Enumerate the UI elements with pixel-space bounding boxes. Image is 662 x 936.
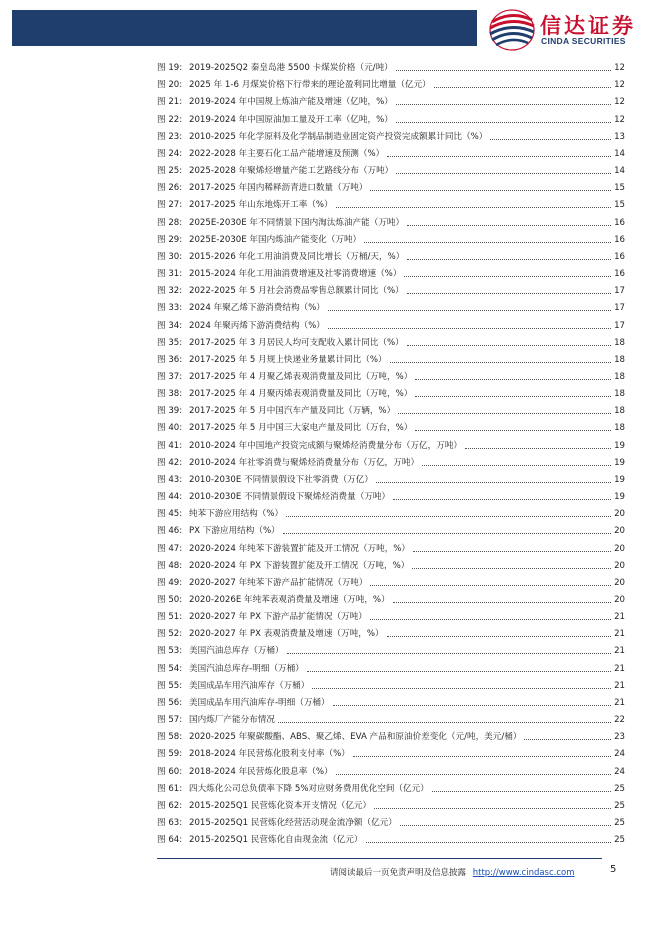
toc-entry[interactable] (157, 760, 625, 777)
toc-entry-page: 23 (614, 732, 625, 743)
toc-entry-page: 16 (614, 234, 625, 245)
toc-dot-leader (370, 190, 611, 191)
toc-entry[interactable] (157, 143, 625, 160)
toc-entry-page: 24 (614, 766, 625, 777)
toc-entry-title: 2022-2028 年主要石化工品产能增速及预测（%） (189, 148, 385, 159)
toc-entry-number: 图 42: (157, 457, 183, 468)
toc-dot-leader (465, 448, 611, 449)
header-bar (12, 10, 477, 46)
toc-entry-page: 25 (614, 783, 625, 794)
toc-dot-leader (415, 430, 611, 431)
toc-dot-leader (422, 465, 611, 466)
toc-entry-page: 17 (614, 320, 625, 331)
toc-entry-title: 四大炼化公司总负债率下降 5%对应财务费用优化空间（亿元） (189, 783, 429, 794)
toc-entry-number: 图 28: (157, 217, 183, 228)
toc-entry-number: 图 56: (157, 697, 183, 708)
toc-entry[interactable] (157, 194, 625, 211)
toc-entry-page: 18 (614, 423, 625, 434)
toc-entry-page: 20 (614, 509, 625, 520)
toc-dot-leader (524, 739, 611, 740)
toc-entry[interactable] (157, 417, 625, 434)
toc-entry[interactable] (157, 709, 625, 726)
toc-entry[interactable] (157, 126, 625, 143)
toc-dot-leader (336, 774, 611, 775)
toc-entry-number: 图 53: (157, 646, 183, 657)
toc-entry[interactable] (157, 400, 625, 417)
toc-dot-leader (366, 842, 611, 843)
toc-dot-leader (374, 808, 611, 809)
toc-entry-number: 图 23: (157, 131, 183, 142)
toc-entry-page: 12 (614, 63, 625, 74)
toc-entry-title: 2018-2024 年民营炼化股息率（%） (189, 766, 333, 777)
toc-entry-page: 12 (614, 114, 625, 125)
toc-entry-page: 13 (614, 131, 625, 142)
footer-website-link[interactable]: http://www.cindasc.com (472, 868, 575, 878)
toc-entry[interactable] (157, 606, 625, 623)
toc-dot-leader (393, 499, 611, 500)
toc-entry-page: 18 (614, 354, 625, 365)
toc-entry-page: 14 (614, 148, 625, 159)
toc-dot-leader (404, 276, 611, 277)
toc-entry[interactable] (157, 812, 625, 829)
toc-entry-number: 图 33: (157, 303, 183, 314)
toc-dot-leader (328, 310, 611, 311)
toc-entry[interactable] (157, 366, 625, 383)
toc-entry-title: 2010-2024 年中国地产投资完成额与聚烯烃消费量分布（万亿，万吨） (189, 440, 463, 451)
toc-entry-title: 2010-2025 年化学原料及化学制品制造业固定资产投资完成额累计同比（%） (189, 131, 488, 142)
toc-entry-title: 2024 年聚乙烯下游消费结构（%） (189, 303, 325, 314)
toc-dot-leader (407, 293, 611, 294)
toc-dot-leader (376, 482, 611, 483)
toc-dot-leader (283, 533, 611, 534)
toc-dot-leader (312, 688, 611, 689)
toc-dot-leader (333, 705, 611, 706)
toc-entry-number: 图 41: (157, 440, 183, 451)
toc-entry[interactable] (157, 211, 625, 228)
toc-entry[interactable] (157, 555, 625, 572)
footer-page-number: 5 (610, 864, 617, 875)
toc-entry-page: 20 (614, 577, 625, 588)
toc-entry-number: 图 55: (157, 680, 183, 691)
toc-entry-number: 图 24: (157, 148, 183, 159)
toc-entry-title: 2025 年 1-6 月煤炭价格下行带来的理论盈利同比增量（亿元） (189, 80, 431, 91)
toc-entry-number: 图 39: (157, 406, 183, 417)
toc-entry-title: 2017-2025 年 5 月规上快递业务量累计同比（%） (189, 354, 387, 365)
toc-entry-title: 2018-2024 年民营炼化股利支付率（%） (189, 749, 350, 760)
toc-entry-number: 图 26: (157, 183, 183, 194)
brand-logo (486, 8, 651, 52)
toc-entry-title: 2025E-2030E 年国内炼油产能变化（万吨） (189, 234, 362, 245)
toc-entry-page: 20 (614, 526, 625, 537)
footer-disclaimer: 请阅读最后一页免责声明及信息披露 (330, 868, 467, 878)
toc-entry-page: 25 (614, 835, 625, 846)
toc-entry-number: 图 35: (157, 337, 183, 348)
toc-entry-number: 图 44: (157, 492, 183, 503)
toc-entry-page: 19 (614, 457, 625, 468)
toc-entry-page: 15 (614, 183, 625, 194)
toc-entry[interactable] (157, 297, 625, 314)
toc-entry-title: 2025E-2030E 年不同情景下国内淘汰炼油产能（万吨） (189, 217, 405, 228)
toc-entry-number: 图 30: (157, 251, 183, 262)
toc-dot-leader (415, 396, 611, 397)
toc-entry[interactable] (157, 469, 625, 486)
toc-entry-number: 图 34: (157, 320, 183, 331)
toc-entry-number: 图 43: (157, 474, 183, 485)
toc-entry[interactable] (157, 743, 625, 760)
toc-entry-number: 图 64: (157, 835, 183, 846)
toc-entry[interactable] (157, 503, 625, 520)
toc-entry-page: 15 (614, 200, 625, 211)
toc-entry[interactable] (157, 589, 625, 606)
toc-entry-title: 美国汽油总库存-明细（万桶） (189, 663, 304, 674)
toc-dot-leader (328, 328, 611, 329)
brand-name-en: CINDA SECURITIES (541, 36, 626, 46)
toc-entry-number: 图 51: (157, 612, 183, 623)
toc-entry-title: 2017-2025 年山东地炼开工率（%） (189, 200, 333, 211)
toc-entry-number: 图 22: (157, 114, 183, 125)
toc-entry-title: 2020-2026E 年纯苯表观消费量及增速（万吨，%） (189, 595, 390, 605)
toc-entry[interactable] (157, 520, 625, 537)
toc-entry-title: 2017-2025 年 5 月中国汽车产量及同比（万辆，%） (189, 406, 396, 417)
toc-entry-page: 21 (614, 663, 625, 674)
toc-entry[interactable] (157, 434, 625, 451)
toc-entry-number: 图 57: (157, 715, 183, 726)
toc-entry-page: 18 (614, 337, 625, 348)
toc-dot-leader (370, 619, 611, 620)
toc-entry-number: 图 37: (157, 371, 183, 382)
toc-dot-leader (396, 104, 611, 105)
toc-entry-title: 2010-2030E 不同情景假设下社零消费（万亿） (189, 474, 373, 485)
toc-entry-page: 22 (614, 715, 625, 726)
toc-entry[interactable] (157, 280, 625, 297)
toc-entry-title: 2010-2030E 不同情景假设下聚烯烃消费量（万吨） (189, 492, 391, 503)
toc-entry-page: 20 (614, 560, 625, 571)
toc-entry[interactable] (157, 74, 625, 91)
toc-entry-number: 图 48: (157, 560, 183, 571)
toc-entry[interactable] (157, 795, 625, 812)
toc-entry[interactable] (157, 692, 625, 709)
toc-entry-title: 2020-2025 年聚碳酸酯、ABS、聚乙烯、EVA 产品和原油价差变化（元/吨，美元/桶） (189, 732, 522, 743)
toc-entry-title: PX 下游应用结构（%） (189, 526, 280, 537)
toc-entry-title: 2010-2024 年社零消费与聚烯烃消费量分布（万亿，万吨） (189, 457, 420, 468)
toc-entry-title: 美国成品车用汽油库存（万桶） (189, 680, 310, 691)
toc-entry[interactable] (157, 246, 625, 263)
toc-dot-leader (400, 825, 611, 826)
toc-entry[interactable] (157, 572, 625, 589)
toc-dot-leader (396, 122, 611, 123)
toc-entry[interactable] (157, 229, 625, 246)
toc-entry-page: 17 (614, 286, 625, 297)
toc-dot-leader (393, 602, 611, 603)
footer-divider (157, 858, 602, 859)
toc-entry-title: 国内炼厂产能分布情况 (189, 715, 275, 726)
toc-entry[interactable] (157, 314, 625, 331)
toc-dot-leader (407, 225, 611, 226)
toc-dot-leader (490, 139, 611, 140)
toc-entry-number: 图 61: (157, 783, 183, 794)
toc-entry[interactable] (157, 452, 625, 469)
toc-entry[interactable] (157, 623, 625, 640)
toc-entry-page: 20 (614, 543, 625, 554)
toc-entry-number: 图 46: (157, 526, 183, 537)
toc-entry-page: 24 (614, 749, 625, 760)
brand-name-cn: 信达证券 (540, 14, 636, 38)
toc-entry-title: 2015-2024 年化工用油消费增速及社零消费增速（%） (189, 269, 402, 280)
toc-entry-title: 2015-2025Q1 民营炼化自由现金流（亿元） (189, 835, 363, 846)
toc-entry[interactable] (157, 177, 625, 194)
toc-dot-leader (434, 87, 611, 88)
toc-entry[interactable] (157, 108, 625, 125)
toc-entry-number: 图 40: (157, 423, 183, 434)
toc-dot-leader (387, 636, 611, 637)
toc-entry-page: 19 (614, 474, 625, 485)
toc-dot-leader (287, 653, 611, 654)
toc-dot-leader (412, 568, 611, 569)
toc-entry-number: 图 25: (157, 166, 183, 177)
toc-entry-title: 2019-2024 年中国规上炼油产能及增速（亿吨，%） (189, 97, 393, 108)
toc-entry-title: 2019-2024 年中国原油加工量及开工率（亿吨，%） (189, 114, 393, 125)
toc-entry[interactable] (157, 657, 625, 674)
toc-dot-leader (396, 173, 611, 174)
toc-entry-title: 2024 年聚丙烯下游消费结构（%） (189, 320, 325, 331)
toc-dot-leader (286, 516, 611, 517)
toc-dot-leader (387, 156, 611, 157)
toc-entry-page: 17 (614, 303, 625, 314)
toc-entry-number: 图 38: (157, 389, 183, 400)
toc-entry-title: 2015-2025Q1 民营炼化经营活动现金流净额（亿元） (189, 818, 397, 829)
toc-entry-title: 2020-2024 年 PX 下游装置扩能及开工情况（万吨，%） (189, 560, 410, 571)
toc-entry-title: 2017-2025 年 4 月聚乙烯表观消费量及同比（万吨，%） (189, 371, 413, 382)
toc-entry-number: 图 27: (157, 200, 183, 211)
toc-entry[interactable] (157, 829, 625, 846)
toc-entry-page: 21 (614, 680, 625, 691)
toc-entry-number: 图 60: (157, 766, 183, 777)
toc-entry[interactable] (157, 486, 625, 503)
toc-entry-title: 2020-2027 年 PX 表观消费量及增速（万吨，%） (189, 629, 384, 640)
toc-entry-number: 图 29: (157, 234, 183, 245)
toc-entry-title: 2019-2025Q2 秦皇岛港 5500 卡煤炭价格（元/吨） (189, 63, 393, 74)
toc-dot-leader (415, 379, 611, 380)
toc-entry[interactable] (157, 349, 625, 366)
toc-entry-number: 图 20: (157, 80, 183, 91)
toc-entry[interactable] (157, 91, 625, 108)
toc-dot-leader (407, 259, 611, 260)
toc-entry-page: 14 (614, 166, 625, 177)
toc-entry-number: 图 47: (157, 543, 183, 554)
footer (330, 866, 575, 878)
toc-entry-title: 2017-2025 年国内稀释沥青进口数量（万吨） (189, 183, 368, 194)
toc-entry-page: 18 (614, 371, 625, 382)
toc-dot-leader (413, 551, 611, 552)
toc-entry-number: 图 21: (157, 97, 183, 108)
toc-entry-page: 21 (614, 697, 625, 708)
toc-dot-leader (278, 722, 611, 723)
toc-entry-page: 19 (614, 492, 625, 503)
toc-entry-title: 2020-2027 年纯苯下游产品扩能情况（万吨） (189, 577, 368, 588)
toc-entry-title: 纯苯下游应用结构（%） (189, 509, 284, 520)
toc-entry-number: 图 49: (157, 577, 183, 588)
toc-dot-leader (336, 207, 611, 208)
toc-entry-number: 图 59: (157, 749, 183, 760)
toc-entry-title: 美国成品车用汽油库存-明细（万桶） (189, 697, 330, 708)
toc-entry[interactable] (157, 778, 625, 795)
toc-entry-page: 21 (614, 646, 625, 657)
toc-entry-number: 图 50: (157, 595, 183, 605)
toc-entry-number: 图 45: (157, 509, 183, 520)
toc-entry-page: 19 (614, 440, 625, 451)
toc-entry-page: 18 (614, 406, 625, 417)
toc-entry-title: 2017-2025 年 4 月聚丙烯表观消费量及同比（万吨，%） (189, 389, 413, 400)
toc-dot-leader (396, 70, 611, 71)
figure-index-list (157, 57, 625, 846)
toc-entry-title: 2015-2026 年化工用油消费及同比增长（万桶/天，%） (189, 251, 405, 262)
toc-entry-page: 18 (614, 389, 625, 400)
toc-dot-leader (407, 345, 611, 346)
toc-entry-title: 2020-2027 年 PX 下游产品扩能情况（万吨） (189, 612, 367, 623)
toc-entry-number: 图 62: (157, 800, 183, 811)
toc-entry-number: 图 36: (157, 354, 183, 365)
toc-entry[interactable] (157, 263, 625, 280)
toc-entry-page: 21 (614, 629, 625, 640)
toc-entry-number: 图 31: (157, 269, 183, 280)
toc-entry-title: 2017-2025 年 5 月中国三大家电产量及同比（万台，%） (189, 423, 413, 434)
toc-entry-number: 图 52: (157, 629, 183, 640)
toc-entry[interactable] (157, 332, 625, 349)
toc-entry-title: 2022-2025 年 5 月社会消费品零售总额累计同比（%） (189, 286, 404, 297)
toc-entry[interactable] (157, 640, 625, 657)
toc-entry-page: 16 (614, 269, 625, 280)
toc-entry[interactable] (157, 726, 625, 743)
toc-entry-title: 2017-2025 年 3 月居民人均可支配收入累计同比（%） (189, 337, 404, 348)
toc-entry[interactable] (157, 537, 625, 554)
toc-entry-number: 图 58: (157, 732, 183, 743)
toc-entry-title: 美国汽油总库存（万桶） (189, 646, 284, 657)
toc-entry-title: 2025-2028 年聚烯烃增量产能工艺路线分布（万吨） (189, 166, 394, 177)
toc-entry[interactable] (157, 160, 625, 177)
toc-entry-page: 25 (614, 800, 625, 811)
toc-entry-number: 图 19: (157, 63, 183, 74)
toc-dot-leader (370, 585, 611, 586)
toc-entry[interactable] (157, 57, 625, 74)
toc-entry[interactable] (157, 383, 625, 400)
toc-entry-number: 图 32: (157, 286, 183, 297)
toc-dot-leader (390, 362, 611, 363)
toc-entry-number: 图 63: (157, 818, 183, 829)
toc-dot-leader (353, 756, 611, 757)
toc-entry-title: 2020-2024 年纯苯下游装置扩能及开工情况（万吨，%） (189, 543, 411, 554)
toc-dot-leader (364, 242, 611, 243)
toc-entry-page: 16 (614, 217, 625, 228)
toc-entry-title: 2015-2025Q1 民营炼化资本开支情况（亿元） (189, 800, 372, 811)
toc-entry[interactable] (157, 675, 625, 692)
toc-entry-page: 21 (614, 612, 625, 623)
toc-dot-leader (398, 413, 611, 414)
toc-entry-page: 20 (614, 595, 625, 605)
toc-entry-page: 25 (614, 818, 625, 829)
toc-dot-leader (432, 791, 611, 792)
toc-entry-page: 12 (614, 97, 625, 108)
toc-entry-page: 12 (614, 80, 625, 91)
toc-dot-leader (307, 671, 611, 672)
cinda-globe-icon (486, 8, 538, 52)
toc-entry-number: 图 54: (157, 663, 183, 674)
toc-entry-page: 16 (614, 251, 625, 262)
